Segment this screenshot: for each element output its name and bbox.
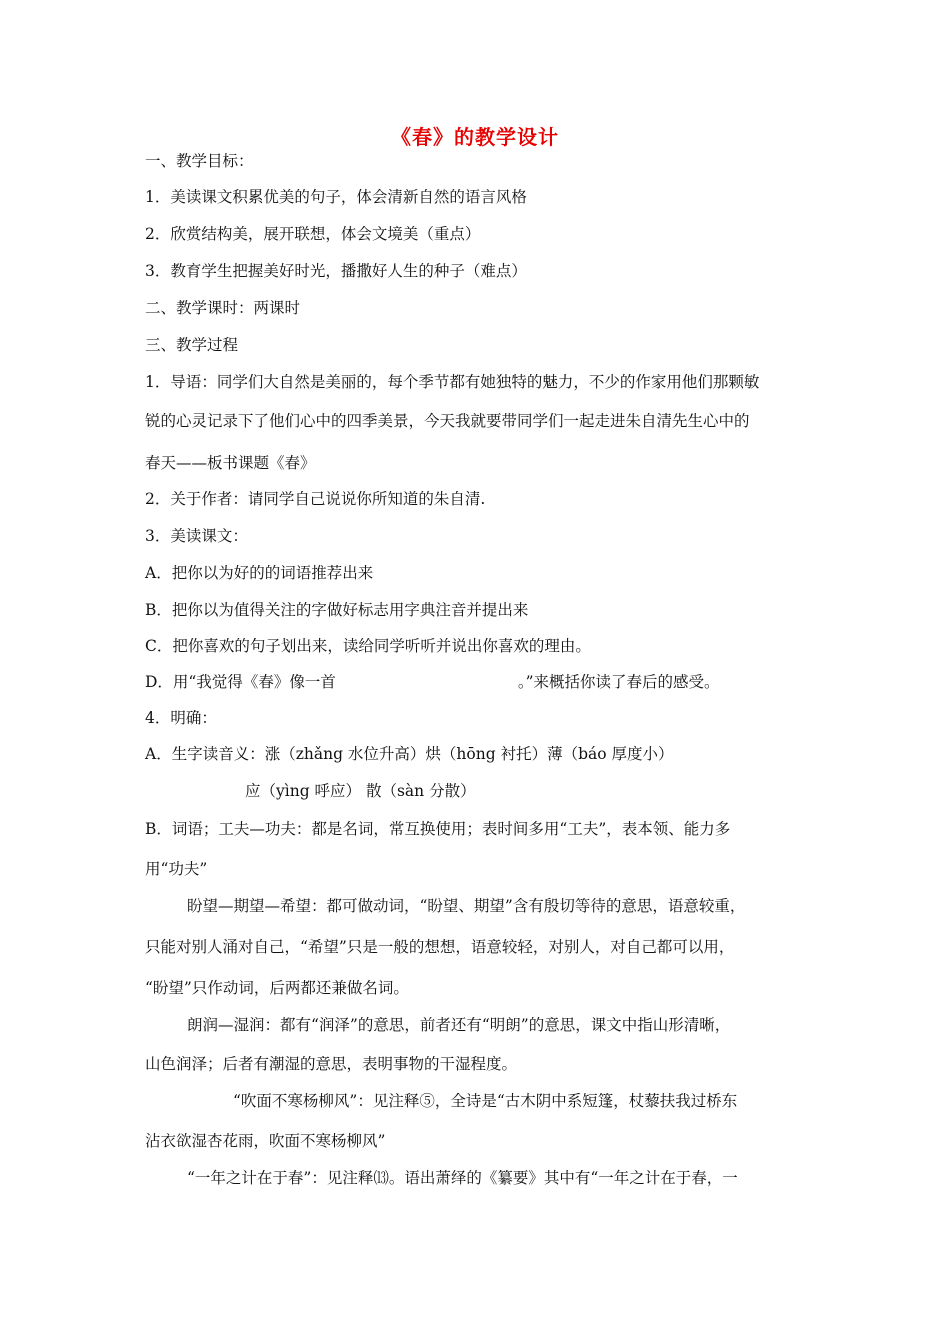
document-title: 《春》的教学设计	[391, 125, 559, 149]
panwang-line-1: 盼望—期望—希望：都可做动词，“盼望、期望”含有殷切等待的意思，语意较重，	[187, 897, 746, 915]
clarify-heading: 4．明确：	[145, 709, 217, 727]
reading-item-d-start: D．用“我觉得《春》像一首	[145, 673, 336, 691]
reading-item-c: C．把你喜欢的句子划出来，读给同学听听并说出你喜欢的理由。	[145, 637, 591, 655]
reading-item-d	[145, 671, 720, 693]
heading-process: 三、教学过程	[145, 336, 239, 354]
poem-line-1: “吹面不寒杨柳风”：见注释⑤，全诗是“古木阴中系短篷，杖藜扶我过桥东	[233, 1092, 738, 1110]
intro-line-2: 锐的心灵记录下了他们心中的四季美景，今天我就要带同学们一起走进朱自清先生心中的	[145, 412, 750, 430]
proverb-line-1: “一年之计在于春”：见注释⒀。语出萧绎的《纂要》其中有“一年之计在于春，一	[187, 1169, 738, 1187]
langrun-line-2: 山色润泽；后者有潮湿的意思，表明事物的干湿程度。	[145, 1055, 518, 1073]
objective-3: 3．教育学生把握美好时光，播撒好人生的种子（难点）	[145, 262, 527, 280]
vocab-pronunciation-1: A．生字读音义：涨（zhǎng 水位升高）烘（hōng 衬托）薄（báo 厚度小）	[145, 745, 674, 763]
intro-line-3: 春天——板书课题《春》	[145, 454, 316, 472]
langrun-line-1: 朗润—湿润：都有“润泽”的意思，前者还有“明朗”的意思，课文中指山形清晰，	[187, 1016, 731, 1034]
panwang-line-3: “盼望”只作动词，后两都还兼做名词。	[145, 979, 409, 997]
reading-item-b: B．把你以为值得关注的字做好标志用字典注音并提出来	[145, 601, 529, 619]
words-line-2: 用“功夫”	[145, 860, 208, 878]
objective-2: 2．欣赏结构美，展开联想，体会文境美（重点）	[145, 225, 481, 243]
heading-objectives: 一、教学目标：	[145, 152, 254, 170]
poem-line-2: 沾衣欲湿杏花雨，吹面不寒杨柳风”	[145, 1132, 386, 1150]
author-item: 2．关于作者：请同学自己说说你所知道的朱自清.	[145, 490, 486, 508]
panwang-line-2: 只能对别人涌对自己，“希望”只是一般的想想，语意较轻，对别人，对自己都可以用，	[145, 938, 735, 956]
reading-item-d-end: 。”来概括你读了春后的感受。	[517, 673, 720, 691]
objective-1: 1．美读课文积累优美的句子，体会清新自然的语言风格	[145, 188, 527, 206]
reading-heading: 3．美读课文：	[145, 527, 248, 545]
intro-line-1: 1．导语：同学们大自然是美丽的，每个季节都有她独特的魅力，不少的作家用他们那颗敏	[145, 373, 760, 391]
reading-item-a: A．把你以为好的的词语推荐出来	[145, 564, 374, 582]
words-line-1: B．词语；工夫—功夫：都是名词，常互换使用；表时间多用“工夫”，表本领、能力多	[145, 820, 731, 838]
vocab-pronunciation-2: 应（yìng 呼应） 散（sàn 分散）	[245, 782, 476, 800]
heading-periods: 二、教学课时：两课时	[145, 299, 301, 317]
